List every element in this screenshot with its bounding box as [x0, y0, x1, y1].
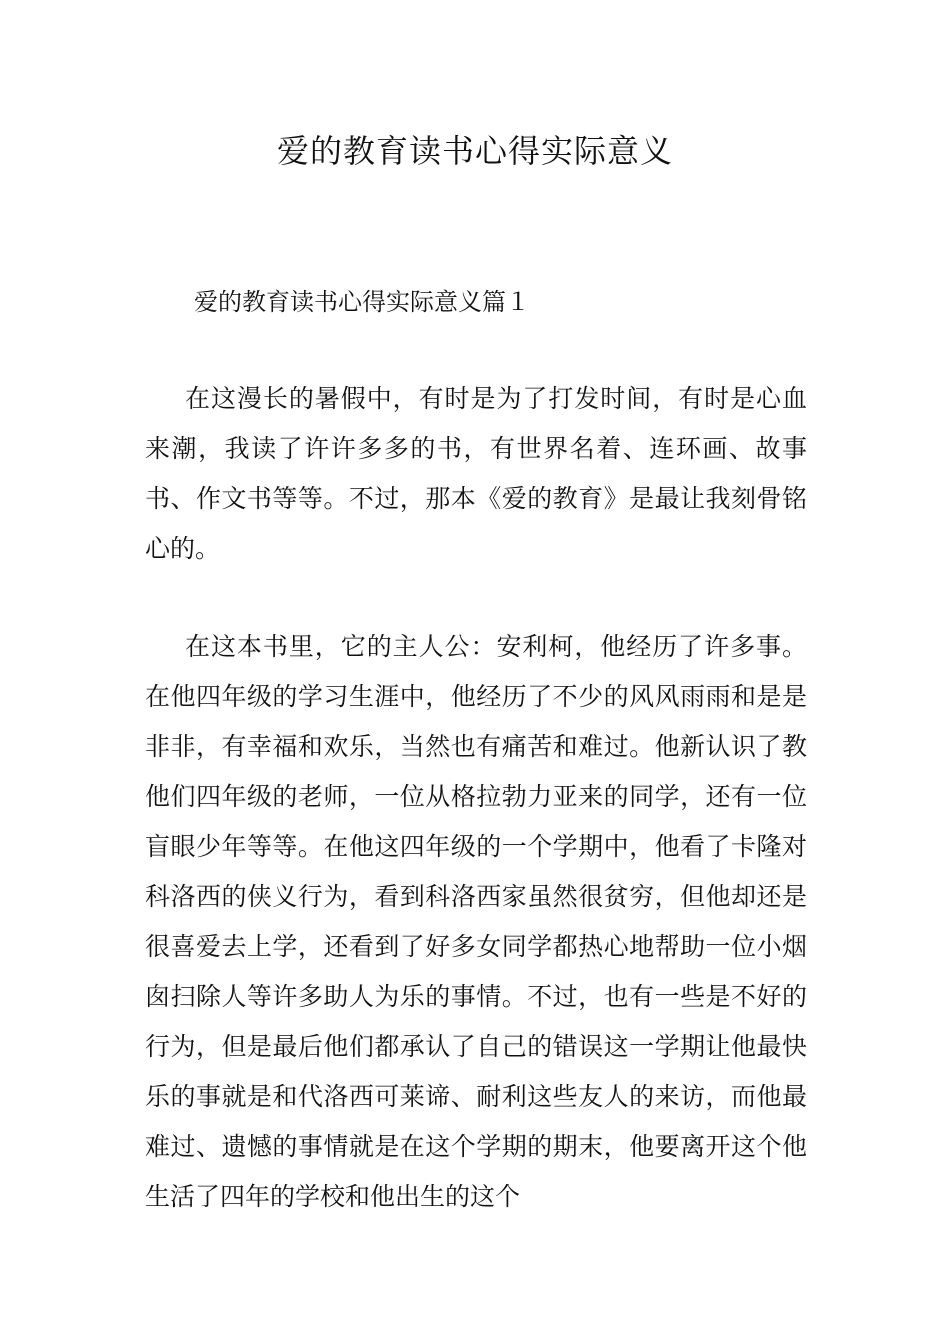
- section-heading: 爱的教育读书心得实际意义篇１: [194, 288, 530, 316]
- body-paragraph-2: 在这本书里，它的主人公：安利柯，他经历了许多事。在他四年级的学习生涯中，他经历了不少的风风雨雨和是是非非，有幸福和欢乐，当然也有痛苦和难过。他新认识了教他们四年级的老师，一位从格拉勃力亚来的同学，还有一位盲眼少年等等。在他这四年级的一个学期中，他看了卡隆对科洛西的侠义行为，看到科洛西家虽然很贫穷，但他却还是很喜爱去上学，还看到了好多女同学都热心地帮助一位小烟囱扫除人等许多助人为乐的事情。不过，也有一些是不好的行为，但是最后他们都承认了自己的错误这一学期让他最快乐的事就是和代洛西可莱谛、耐利这些友人的来访，而他最难过、遗憾的事情就是在这个学期的期末，他要离开这个他生活了四年的学校和他出生的这个: [145, 632, 807, 1211]
- document-title: 爱的教育读书心得实际意义: [276, 132, 673, 170]
- body-paragraph-1: 在这漫长的暑假中，有时是为了打发时间，有时是心血来潮，我读了许许多多的书，有世界名着、连环画、故事书、作文书等等。不过，那本《爱的教育》是最让我刻骨铭心的。: [145, 384, 807, 563]
